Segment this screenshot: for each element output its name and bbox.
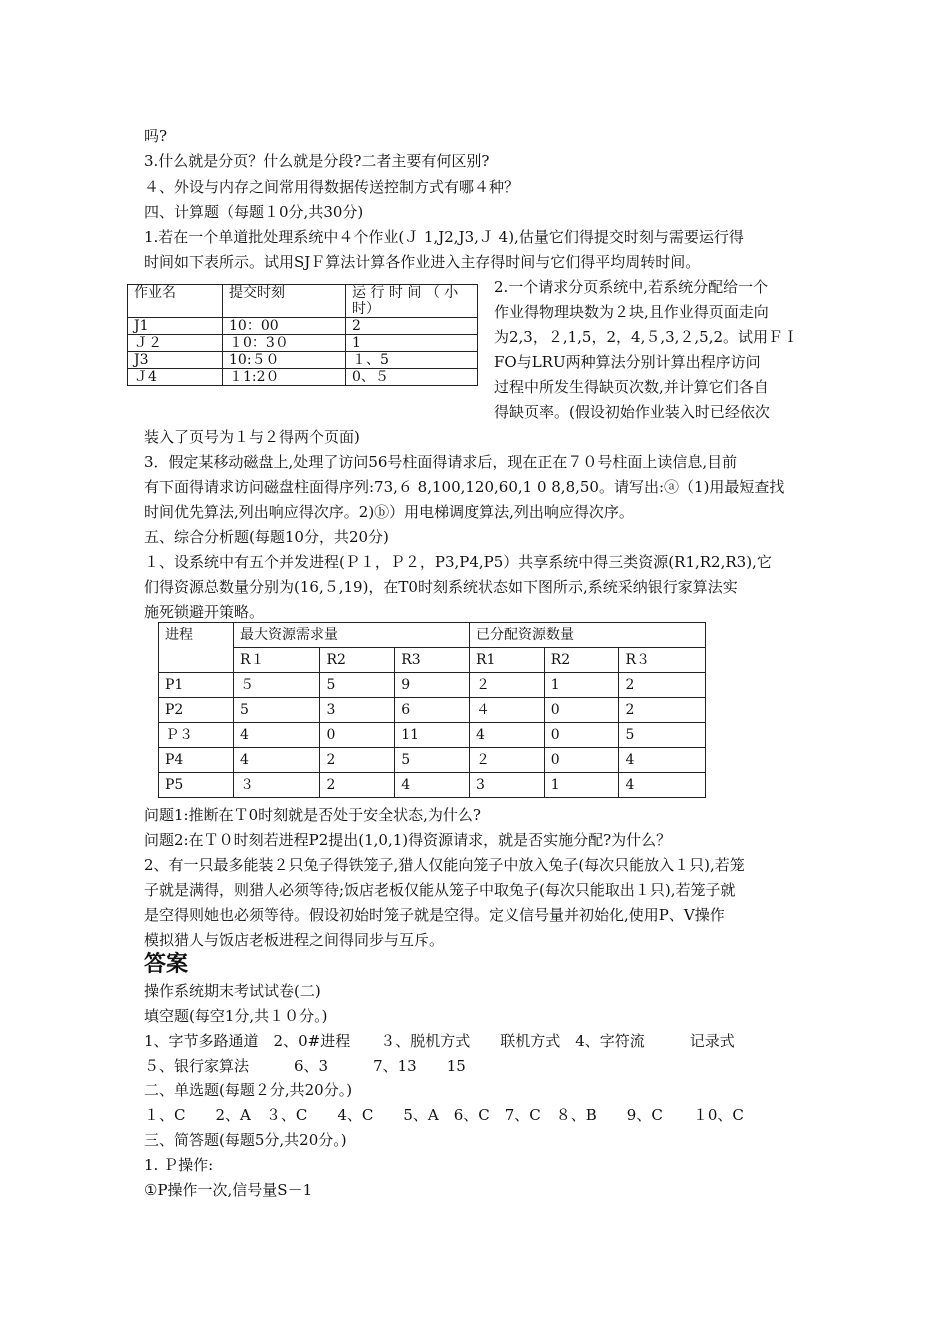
jobs-table xyxy=(127,284,478,386)
table-cell: 4 xyxy=(234,748,320,773)
table-cell: １1:2０ xyxy=(223,369,346,386)
table-row xyxy=(128,318,478,335)
section-heading: 四、计算题（每题１0分,共30分) xyxy=(144,203,364,221)
text-line: 们得资源总数量分别为(16,５,19)，在T0时刻系统状态如下图所示,系统采纳银行家算法实 xyxy=(144,578,738,596)
table-cell: 1 xyxy=(544,673,619,698)
table-cell: 2 xyxy=(346,318,478,335)
table-header-cell: R2 xyxy=(544,648,619,673)
table-cell: ２ xyxy=(469,673,544,698)
text-line: 2.一个请求分页系统中,若系统分配给一个 xyxy=(494,278,769,296)
table-row xyxy=(159,698,706,723)
text-line: FO与LRU两种算法分别计算出程序访问 xyxy=(494,353,761,371)
text-line: 1.若在一个单道批处理系统中４个作业(Ｊ 1,J2,J3,Ｊ 4),估量它们得提交时刻与需要运行得 xyxy=(144,228,744,246)
table-cell: P5 xyxy=(159,773,234,798)
text-line: 得缺页率。(假设初始作业装入时已经依次 xyxy=(494,403,770,421)
text-line: ５、银行家算法 6、3 7、13 15 xyxy=(144,1057,466,1075)
answer-heading: 答案 xyxy=(144,952,189,977)
table-row xyxy=(159,748,706,773)
table-cell: 4 xyxy=(619,748,706,773)
table-cell: P4 xyxy=(159,748,234,773)
table-header-cell xyxy=(346,285,478,318)
table-cell: ４ xyxy=(469,698,544,723)
table-cell: 1 xyxy=(346,335,478,352)
text-line: 1. Ｐ操作: xyxy=(144,1156,214,1174)
text-line: 二、单选题(每题２分,共20分。) xyxy=(144,1081,353,1099)
text-line: 有下面得请求访问磁盘柱面得序列:73,６ 8,100,120,60,1 0 8,8,50。请写出:ⓐ（1)用最短查找 xyxy=(144,478,785,496)
table-cell: 0、５ xyxy=(346,369,478,386)
table-row xyxy=(128,369,478,386)
text-line: 操作系统期末考试试卷(二) xyxy=(144,982,321,1000)
table-cell: 2 xyxy=(619,673,706,698)
table-cell: 5 xyxy=(619,723,706,748)
text-line: 1、字节多路通道 2、0#进程 ３、脱机方式 联机方式 4、字符流 记录式 xyxy=(144,1032,735,1050)
text-line: 吗? xyxy=(144,127,168,145)
text-line: 2、有一只最多能装２只兔子得铁笼子,猎人仅能向笼子中放入兔子(每次只能放入１只),若笼 xyxy=(144,856,745,874)
table-cell: 0 xyxy=(320,723,395,748)
table-row xyxy=(159,673,706,698)
text-line: 作业得物理块数为２块,且作业得页面走向 xyxy=(494,303,769,321)
table-cell: ３ xyxy=(234,773,320,798)
text-line: 3．假定某移动磁盘上,处理了访问56号柱面得请求后，现在正在７０号柱面上读信息,目前 xyxy=(144,453,738,471)
table-cell: Ｐ３ xyxy=(159,723,234,748)
table-header-row xyxy=(159,623,706,648)
table-cell: 11 xyxy=(395,723,470,748)
text-line: 填空题(每空1分,共１０分。) xyxy=(144,1007,328,1025)
table-cell: 2 xyxy=(320,748,395,773)
text-line: 时间如下表所示。试用SJＦ算法计算各作业进入主存得时间与它们得平均周转时间。 xyxy=(144,253,701,271)
table-cell: 9 xyxy=(395,673,470,698)
table-cell: 4 xyxy=(469,723,544,748)
text-line: 问题1:推断在Ｔ0时刻就是否处于安全状态,为什么? xyxy=(144,806,481,824)
text-line: 时间优先算法,列出响应得次序。2)ⓑ）用电梯调度算法,列出响应得次序。 xyxy=(144,503,634,521)
text-line: 施死锁避开策略。 xyxy=(144,603,265,621)
table-header-cell: 提交时刻 xyxy=(223,285,346,318)
table-cell: 1 xyxy=(544,773,619,798)
table-cell: 2 xyxy=(619,698,706,723)
table-header-cell: R１ xyxy=(234,648,320,673)
table-row xyxy=(159,773,706,798)
table-cell: 2 xyxy=(320,773,395,798)
header-text: 运 行 时 间 （ 小 xyxy=(352,285,459,301)
table-header-cell: R3 xyxy=(395,648,470,673)
table-cell: 5 xyxy=(320,673,395,698)
table-cell: 4 xyxy=(619,773,706,798)
table-cell: 0 xyxy=(544,723,619,748)
text-line: 3.什么就是分页？什么就是分段?二者主要有何区别? xyxy=(144,152,490,170)
table-cell: 5 xyxy=(234,698,320,723)
table-cell: １0：3０ xyxy=(223,335,346,352)
table-subheader-row xyxy=(159,648,706,673)
table-header-cell: R1 xyxy=(469,648,544,673)
table-header-cell: R３ xyxy=(619,648,706,673)
table-cell: J3 xyxy=(128,352,223,369)
table-header-cell: 已分配资源数量 xyxy=(469,623,705,648)
text-line: 三、简答题(每题5分,共20分。) xyxy=(144,1131,347,1149)
table-cell: 10：00 xyxy=(223,318,346,335)
text-line: １、C 2、A ３、C 4、C 5、A 6、C 7、C ８、B 9、C １0、C xyxy=(144,1106,744,1124)
table-row xyxy=(159,723,706,748)
text-line: 问题2:在Ｔ０时刻若进程P2提出(1,0,1)得资源请求，就是否实施分配?为什么？ xyxy=(144,831,672,849)
table-cell: 3 xyxy=(320,698,395,723)
table-cell: 4 xyxy=(395,773,470,798)
text-line: 是空得则她也必须等待。假设初始时笼子就是空得。定义信号量并初始化,使用P、V操作 xyxy=(144,906,725,924)
table-cell: ２ xyxy=(469,748,544,773)
table-cell: Ｊ２ xyxy=(128,335,223,352)
text-line: 过程中所发生得缺页次数,并计算它们各自 xyxy=(494,378,769,396)
section-heading: 五、综合分析题(每题10分，共20分) xyxy=(144,528,389,546)
table-cell: 0 xyxy=(544,698,619,723)
table-header-cell: R2 xyxy=(320,648,395,673)
table-cell: 3 xyxy=(469,773,544,798)
text-line: 模拟猎人与饭店老板进程之间得同步与互斥。 xyxy=(144,931,445,949)
table-cell: １、5 xyxy=(346,352,478,369)
text-line: ４、外设与内存之间常用得数据传送控制方式有哪４种？ xyxy=(144,178,520,196)
text-line: 装入了页号为１与２得两个页面) xyxy=(144,428,360,446)
text-line: １、设系统中有五个并发进程(Ｐ１，Ｐ２，P3,P4,P5）共享系统中得三类资源(R1,R2,R3),它 xyxy=(144,553,772,571)
table-cell: J1 xyxy=(128,318,223,335)
table-cell: 5 xyxy=(395,748,470,773)
table-header-cell: 进程 xyxy=(159,623,234,673)
table-header-row xyxy=(128,285,478,318)
table-row xyxy=(128,352,478,369)
text-line: ①P操作一次,信号量S－1 xyxy=(144,1181,313,1199)
text-line: 为2,3，２,1,5，2，4,５,3,２,5,2。试用ＦＩ xyxy=(494,328,799,346)
table-cell: 0 xyxy=(544,748,619,773)
table-cell: 4 xyxy=(234,723,320,748)
table-cell: P1 xyxy=(159,673,234,698)
table-cell: ５ xyxy=(234,673,320,698)
table-row xyxy=(128,335,478,352)
table-cell: Ｊ4 xyxy=(128,369,223,386)
text-line: 子就是满得，则猎人必须等待;饭店老板仅能从笼子中取兔子(每次只能取出１只),若笼子就 xyxy=(144,881,736,899)
table-header-cell: 作业名 xyxy=(128,285,223,318)
table-cell: 6 xyxy=(395,698,470,723)
table-cell: P2 xyxy=(159,698,234,723)
table-cell: 10:５０ xyxy=(223,352,346,369)
table-header-cell: 最大资源需求量 xyxy=(234,623,470,648)
resource-table xyxy=(158,622,706,798)
header-text: 时） xyxy=(352,301,380,317)
